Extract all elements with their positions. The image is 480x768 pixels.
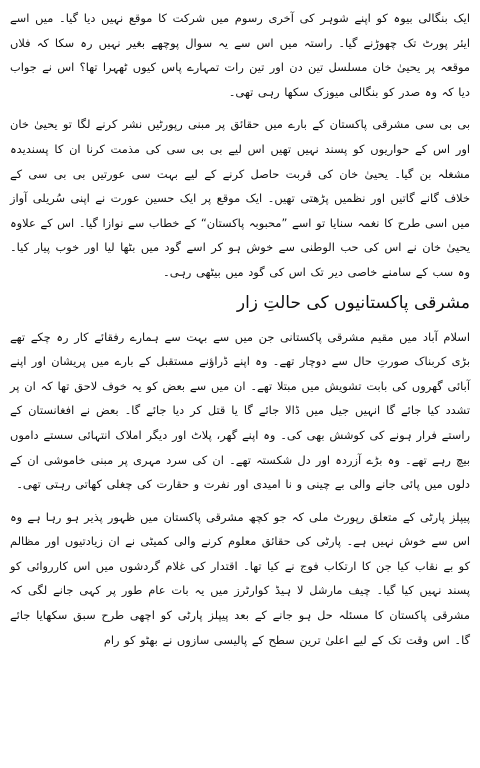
paragraph-widow-airport: ایک بنگالی بیوہ کو اپنے شوہر کی آخری رسوم میں شرکت کا موقع نہیں دیا گیا۔ میں اسے ایئر پورٹ تک چھوڑنے گیا۔ راستہ میں اس سے یہ سوال پوچھے بغیر نہیں رہ سکا کہ فلاں موقعہ پر یحییٰ خان مسلسل تین دن اور تین رات تمہارے پاس کیوں ٹھہرا تھا؟ اس نے جواب دیا کہ وہ صدر کو بنگالی میوزک سکھا رہی تھی۔ [10,11,470,99]
paragraph-bbc-reports: بی بی سی مشرقی پاکستان کے بارے میں حقائق پر مبنی رپورٹیں نشر کرنے لگا تو یحییٰ خان اور اس کے حواریوں کو پسند نہیں تھیں اس لیے بی بی سی کی مذمت کرنا ان کا پسندیدہ مشغلہ بن گیا۔ یحییٰ خان کی قربت حاصل کرنے کے لیے بہت سی عورتیں بی بی سی کے خلاف گانے گاتیں اور نظمیں پڑھتی تھیں۔ ایک موقع پر ایک حسین عورت نے اپنی سُریلی آواز میں اسی طرح کا نغمہ سنایا تو اسے ”محبوبہ پاکستان“ کے خطاب سے نوازا گیا۔ اس کے علاوہ یحییٰ خان نے اس کی حب الوطنی سے خوش ہو کر اسے گود میں بٹھا لیا اور خوب پیار کیا۔ وہ سب کے سامنے خاصی دیر تک اس کی گود میں بیٹھی رہی۔ [10,117,470,279]
paragraph-spacer [10,497,470,505]
section-heading: مشرقی پاکستانیوں کی حالتِ زار [236,292,470,313]
paragraph-east-pakistanis-islamabad: اسلام آباد میں مقیم مشرقی پاکستانی جن میں سے بہت سے ہمارے رفقائے کار رہ چکے تھے بڑی کربناک صورتِ حال سے دوچار تھے۔ وہ اپنے ڈراؤنے مستقبل کے بارے میں پریشان اور اپنے آبائی گھروں کی بابت تشویش میں مبتلا تھے۔ ان میں سے بعض کو یہ خوف لاحق تھا کہ ان پر تشدد کیا جائے گا انہیں جیل میں ڈالا جائے گا یا قتل کر دیا جائے گا۔ بعض نے افغانستان کے راستے فرار ہونے کی کوشش بھی کی۔ وہ اپنے گھر، پلاٹ اور دیگر املاک انتہائی سستے داموں بیچ رہے تھے۔ وہ بڑے آزردہ اور دل شکستہ تھے۔ ان کی سرد مہری پر مبنی خاموشی ان کے دلوں میں پائی جانے والی بے چینی و نا امیدی اور نفرت و حقارت کی چغلی کھاتی رہتی تھی۔ [10,329,470,492]
paragraph-peoples-party: پیپلز پارٹی کے متعلق رپورٹ ملی کہ جو کچھ مشرقی پاکستان میں ظہور پذیر ہو رہا ہے وہ اس سے خوش نہیں ہے۔ پارٹی کی حقائق معلوم کرنے والی کمیٹی نے ان زیادتیوں اور مظالم کو بے نقاب کیا جن کا ارتکاب فوج نے کیا تھا۔ اقتدار کی غلام گردشوں میں اس کارروائی کو پسند نہیں کیا گیا۔ چیف مارشل لا ہیڈ کوارٹرز میں یہ بات عام طور پر کہی جانے لگی کہ مشرقی پاکستان کا مسئلہ حل ہو جانے کے بعد پیپلز پارٹی کو اچھی طرح سبق سکھایا جائے گا۔ اس وقت تک کے لیے اعلیٰ ترین سطح کے پالیسی سازوں نے بھٹو کو رام [10,509,470,647]
paragraph-spacer [10,104,470,112]
